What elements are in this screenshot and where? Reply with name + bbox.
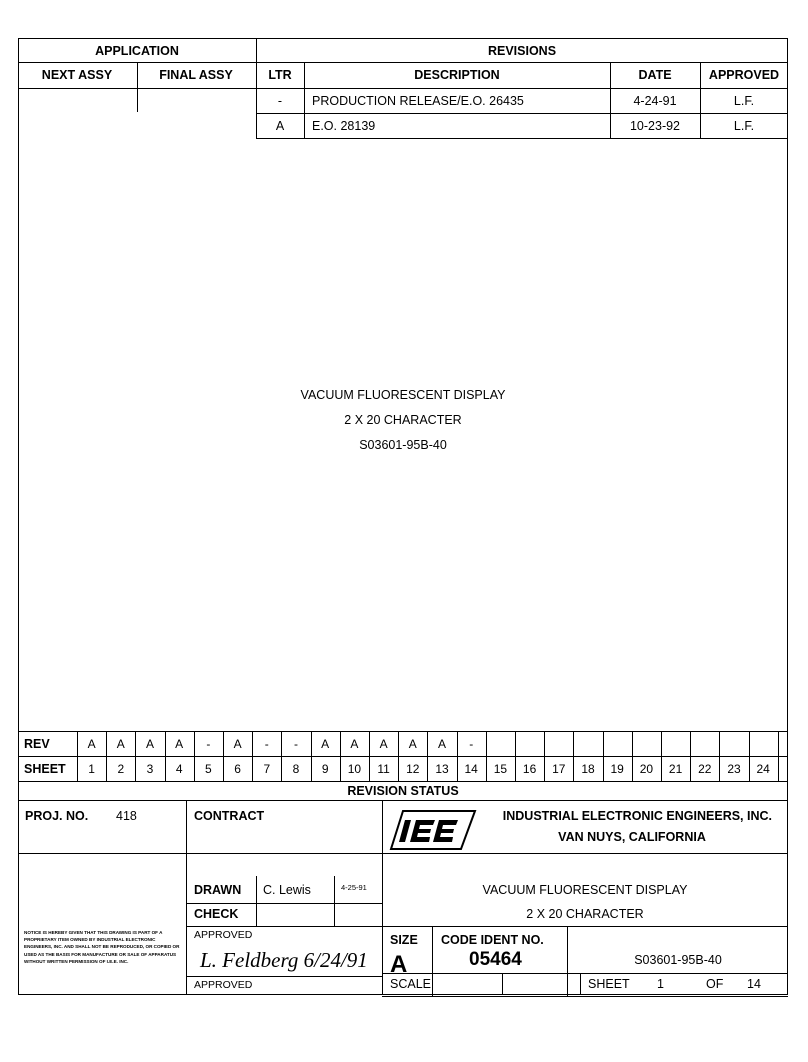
rev-cell: A [145,737,155,751]
rule [304,62,305,138]
description-header: DESCRIPTION [414,68,500,82]
grid-divider [690,731,691,781]
drawn-by: C. Lewis [263,883,311,897]
rule [382,996,788,997]
sheet-cell: 23 [727,762,741,776]
revision-approved: L.F. [733,94,755,108]
grid-divider [603,731,604,781]
scale-label: SCALE [390,977,431,991]
rule [256,138,788,139]
rule [700,62,701,138]
sheet-cell: 5 [205,762,212,776]
rule [18,781,788,782]
application-title: APPLICATION [95,44,179,58]
rule [186,926,788,927]
total-sheets: 14 [747,977,761,991]
date-header: DATE [638,68,672,82]
revision-date: 4-24-91 [633,94,677,108]
of-label: OF [706,977,724,991]
rule [610,62,611,138]
revision-date: 10-23-92 [629,119,681,133]
rule [137,62,138,112]
code-ident-value: 05464 [469,949,522,970]
grid-divider [573,731,574,781]
sheet-cell: 6 [234,762,241,776]
rev-cell: A [379,737,388,751]
approved-signature: L. Feldberg 6/24/91 [200,948,368,972]
code-ident-label: CODE IDENT NO. [441,933,544,947]
revision-ltr: - [277,94,283,108]
company-name: INDUSTRIAL ELECTRONIC ENGINEERS, INC. [502,809,772,823]
grid-divider [457,731,458,781]
rev-cell: - [469,737,474,751]
rev-label: REV [24,737,50,751]
rule [186,903,382,904]
drawing-number: S03601-95B-40 [634,953,722,967]
center-title-line2: 2 X 20 CHARACTER [344,413,462,427]
drawn-label: DRAWN [194,883,242,897]
sheet-cell: 11 [377,762,390,776]
size-label: SIZE [390,933,418,947]
rev-cell: A [116,737,125,751]
sheet-cell: 24 [756,762,770,776]
next-assy-header: NEXT ASSY [41,68,113,82]
revision-status-title: REVISION STATUS [347,784,459,798]
sheet-cell: 8 [292,762,300,776]
sheet-cell: 22 [698,762,712,776]
grid-divider [544,731,545,781]
revision-description: E.O. 28139 [312,119,376,133]
sheet-cell: 12 [406,762,420,776]
grid-divider [165,731,166,781]
proj-no-value: 418 [116,809,137,823]
rule [186,800,187,995]
sheet-cell: 7 [263,762,271,776]
grid-divider [340,731,341,781]
title-line1: VACUUM FLUORESCENT DISPLAY [482,883,688,897]
rule [256,38,257,138]
approved2-label: APPROVED [194,979,253,991]
rule [256,113,788,114]
rev-cell: A [321,737,330,751]
grid-divider [398,731,399,781]
drawn-date: 4-25-91 [341,883,367,892]
center-title-line1: VACUUM FLUORESCENT DISPLAY [300,388,506,402]
rev-cell: A [350,737,359,751]
grid-divider [223,731,224,781]
contract-label: CONTRACT [194,809,265,823]
grid-divider [427,731,428,781]
sheet-cell: 15 [493,762,508,776]
grid-divider [311,731,312,781]
sheet-cell: 1 [88,762,95,776]
sheet-number: 1 [657,977,664,991]
rule [18,853,788,854]
sheet-cell: 13 [435,762,449,776]
rule [18,800,788,801]
rev-cell: - [264,737,269,751]
rule [256,876,257,926]
title-line2: 2 X 20 CHARACTER [526,907,644,921]
sheet-cell: 19 [610,762,624,776]
rev-cell: A [175,737,184,751]
approved-header: APPROVED [708,68,780,82]
revision-ltr: A [275,119,285,133]
final-assy-header: FINAL ASSY [159,68,233,82]
approved-label: APPROVED [194,929,253,941]
sheet-cell: 18 [581,762,595,776]
revision-description: PRODUCTION RELEASE/E.O. 26435 [312,94,524,108]
proj-no-label: PROJ. NO. [25,809,89,823]
center-title-line3: S03601-95B-40 [359,438,447,452]
ltr-header: LTR [268,68,292,82]
rule [334,876,335,926]
rule [18,756,788,757]
grid-divider [515,731,516,781]
rule [580,973,581,995]
iee-logo [389,808,477,852]
sheet-cell: 17 [552,762,566,776]
grid-divider [77,731,78,781]
sheet-cell: 20 [639,762,654,776]
grid-divider [486,731,487,781]
revisions-title: REVISIONS [487,44,557,58]
rule [18,62,788,63]
grid-divider [369,731,370,781]
grid-divider [194,731,195,781]
rule [382,800,383,995]
grid-divider [778,731,779,781]
sheet-cell: 10 [347,762,362,776]
rev-cell: A [233,737,242,751]
sheet-cell: 3 [146,762,154,776]
rule [432,926,433,996]
rule [186,976,382,977]
grid-divider [281,731,282,781]
size-value: A [390,951,408,978]
sheet-cell: 14 [464,762,478,776]
sheet-label: SHEET [24,762,66,776]
rule [567,926,568,996]
sheet-cell: 16 [522,762,537,776]
revision-approved: L.F. [733,119,755,133]
rule [502,973,503,995]
rev-cell: - [206,737,211,751]
sheet-cell: 2 [117,762,125,776]
grid-divider [719,731,720,781]
grid-divider [135,731,136,781]
company-city: VAN NUYS, CALIFORNIA [558,830,706,844]
proprietary-notice: NOTICE IS HEREBY GIVEN THAT THIS DRAWING IS PART OF A PROPRIETARY ITEM OWNED BY INDUSTRIAL ELECTRONIC ENGINEERS, INC. AND SHALL NOT BE REPRODUCED, OR COPIED OR USED AS THE BASIS FOR MANUFACTURE OR SALE OF APPARATUS WITHOUT WRITTEN PERMISSION OF I.E.E. INC. [24,930,180,964]
rev-cell: - [294,737,298,751]
sheet-cell: 4 [175,762,183,776]
grid-divider [661,731,662,781]
rule [18,731,788,732]
rev-cell: A [437,737,447,751]
sheet-cell: 9 [321,762,329,776]
sheet-footer-label: SHEET [588,977,630,991]
rev-cell: A [87,737,96,751]
grid-divider [106,731,107,781]
grid-divider [632,731,633,781]
sheet-cell: 21 [668,762,683,776]
rule [382,973,788,974]
rev-cell: A [408,737,417,751]
grid-divider [252,731,253,781]
rule [18,88,788,89]
check-label: CHECK [194,907,239,921]
grid-divider [749,731,750,781]
